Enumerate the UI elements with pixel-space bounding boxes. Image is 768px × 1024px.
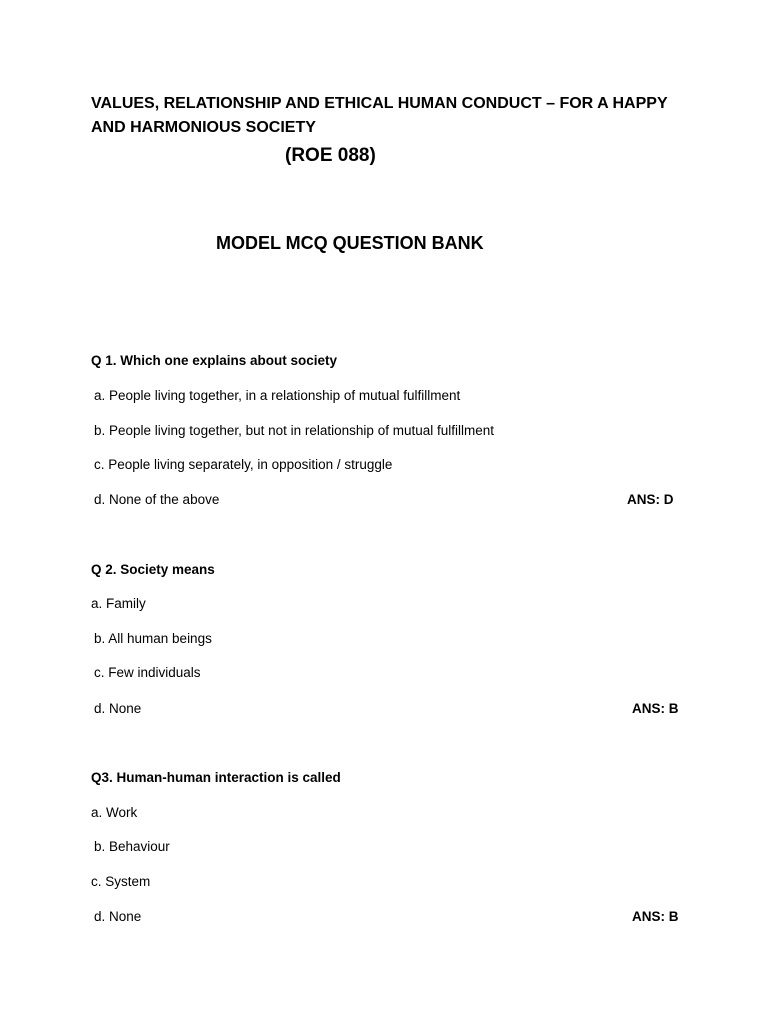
course-code: (ROE 088) xyxy=(285,145,376,166)
question-3-option-d: d. None xyxy=(94,909,142,924)
question-1-text: Q 1. Which one explains about society xyxy=(91,353,338,368)
question-3-option-a: a. Work xyxy=(91,805,138,820)
question-2-option-b: b. All human beings xyxy=(94,631,212,646)
question-2-option-a: a. Family xyxy=(91,596,146,611)
question-1-option-c: c. People living separately, in opposition / struggle xyxy=(94,457,393,472)
question-3-option-c: c. System xyxy=(91,874,151,889)
question-1-option-a: a. People living together, in a relationship of mutual fulfillment xyxy=(94,388,461,403)
document-title-line-1: VALUES, RELATIONSHIP AND ETHICAL HUMAN CONDUCT – FOR A HAPPY xyxy=(91,95,668,112)
question-1-option-b: b. People living together, but not in relationship of mutual fulfillment xyxy=(94,423,494,438)
question-3-option-b: b. Behaviour xyxy=(94,839,170,854)
question-1-option-d: d. None of the above xyxy=(94,492,220,507)
question-2-answer: ANS: B xyxy=(632,701,679,716)
question-3-text: Q3. Human-human interaction is called xyxy=(91,770,341,785)
question-2-option-d: d. None xyxy=(94,701,142,716)
question-3-answer: ANS: B xyxy=(632,909,679,924)
question-1-answer: ANS: D xyxy=(627,492,674,507)
question-2-option-c: c. Few individuals xyxy=(94,665,201,680)
question-2-text: Q 2. Society means xyxy=(91,562,215,577)
question-bank-heading: MODEL MCQ QUESTION BANK xyxy=(216,233,484,253)
document-title-line-2: AND HARMONIOUS SOCIETY xyxy=(91,119,316,136)
